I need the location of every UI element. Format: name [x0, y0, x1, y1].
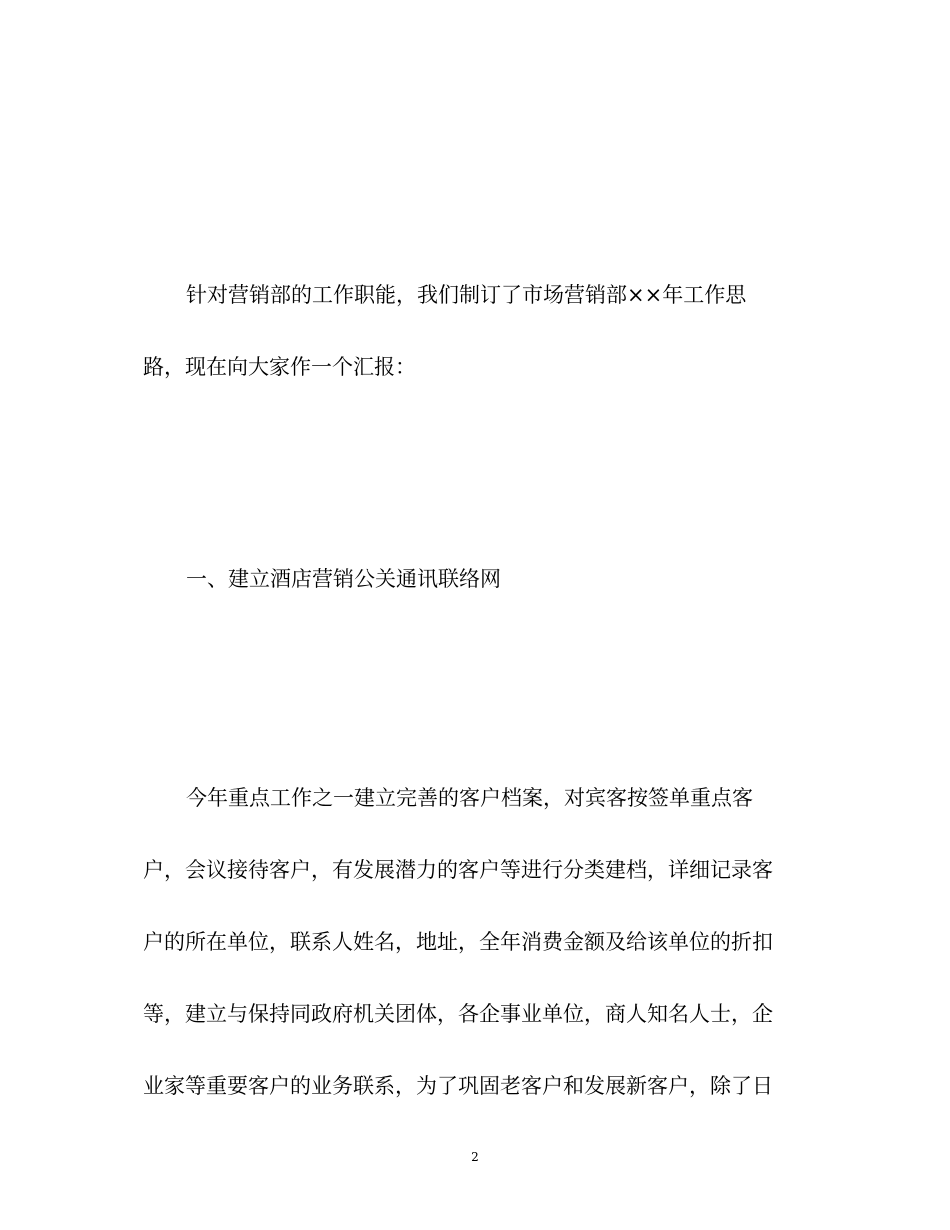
paragraph-1-line-1: 针对营销部的工作职能，我们制订了市场营销部××年工作思 — [186, 283, 747, 307]
section-heading: 一、建立酒店营销公关通讯联络网 — [186, 567, 501, 591]
page-number: 2 — [471, 1150, 479, 1164]
paragraph-1-line-2: 路，现在向大家作一个汇报： — [143, 355, 416, 379]
paragraph-3-line-4: 等，建立与保持同政府机关团体，各企事业单位，商人知名人士，企 — [143, 1002, 773, 1026]
paragraph-3-line-1: 今年重点工作之一建立完善的客户档案，对宾客按签单重点客 — [186, 786, 753, 810]
paragraph-3-line-5: 业家等重要客户的业务联系，为了巩固老客户和发展新客户，除了日 — [143, 1074, 773, 1098]
paragraph-3-line-2: 户，会议接待客户，有发展潜力的客户等进行分类建档，详细记录客 — [143, 858, 773, 882]
paragraph-3-line-3: 户的所在单位，联系人姓名，地址，全年消费金额及给该单位的折扣 — [143, 930, 773, 954]
